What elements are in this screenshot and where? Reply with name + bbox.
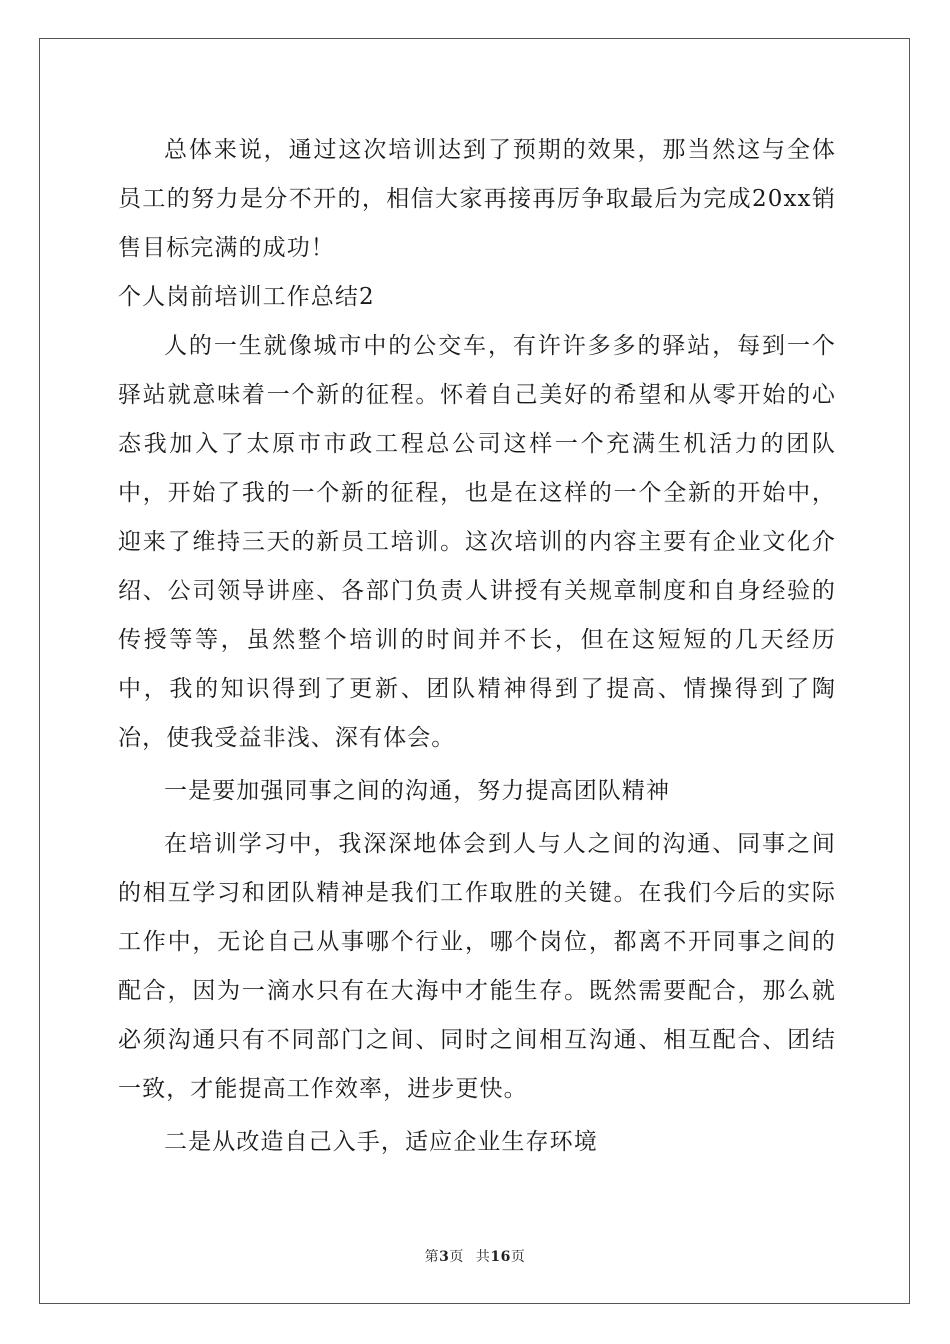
page-footer	[0, 1246, 950, 1266]
paragraph-communication: 在培训学习中，我深深地体会到人与人之间的沟通、同事之间的相互学习和团队精神是我们工作取胜的关键。在我们今后的实际工作中，无论自己从事哪个行业，哪个岗位，都离不开同事之间的配合，因为一滴水只有在大海中才能生存。既然需要配合，那么就必须沟通只有不同部门之间、同时之间相互沟通、相互配合、团结一致，才能提高工作效率，进步更快。	[118, 831, 836, 1102]
paragraph-intro: 人的一生就像城市中的公交车，有许许多多的驿站，每到一个驿站就意味着一个新的征程。怀着自己美好的希望和从零开始的心态我加入了太原市市政工程总公司这样一个充满生机活力的团队中，开始了我的一个新的征程，也是在这样的一个全新的开始中，迎来了维持三天的新员工培训。这次培训的内容主要有企业文化介绍、公司领导讲座、各部门负责人讲授有关规章制度和自身经验的传授等等，虽然整个培训的时间并不长，但在这短短的几天经历中，我的知识得到了更新、团队精神得到了提高、情操得到了陶冶，使我受益非浅、深有体会。	[118, 333, 836, 751]
document-body	[118, 126, 836, 1167]
paragraph-point-two: 二是从改造自己入手，适应企业生存环境	[164, 1129, 598, 1155]
total-prefix: 共	[475, 1249, 491, 1265]
page-total: 16	[490, 1249, 511, 1265]
paragraph-point-one: 一是要加强同事之间的沟通，努力提高团队精神	[164, 778, 671, 804]
page-prefix: 第	[424, 1249, 440, 1265]
page-mid: 页	[449, 1249, 464, 1265]
section-heading: 个人岗前培训工作总结2	[118, 284, 375, 310]
paragraph-summary: 总体来说，通过这次培训达到了预期的效果，那当然这与全体员工的努力是分不开的，相信大家再接再厉争取最后为完成20xx销售目标完满的成功！	[118, 137, 836, 261]
total-suffix: 页	[510, 1249, 526, 1265]
page-current: 3	[439, 1249, 450, 1265]
